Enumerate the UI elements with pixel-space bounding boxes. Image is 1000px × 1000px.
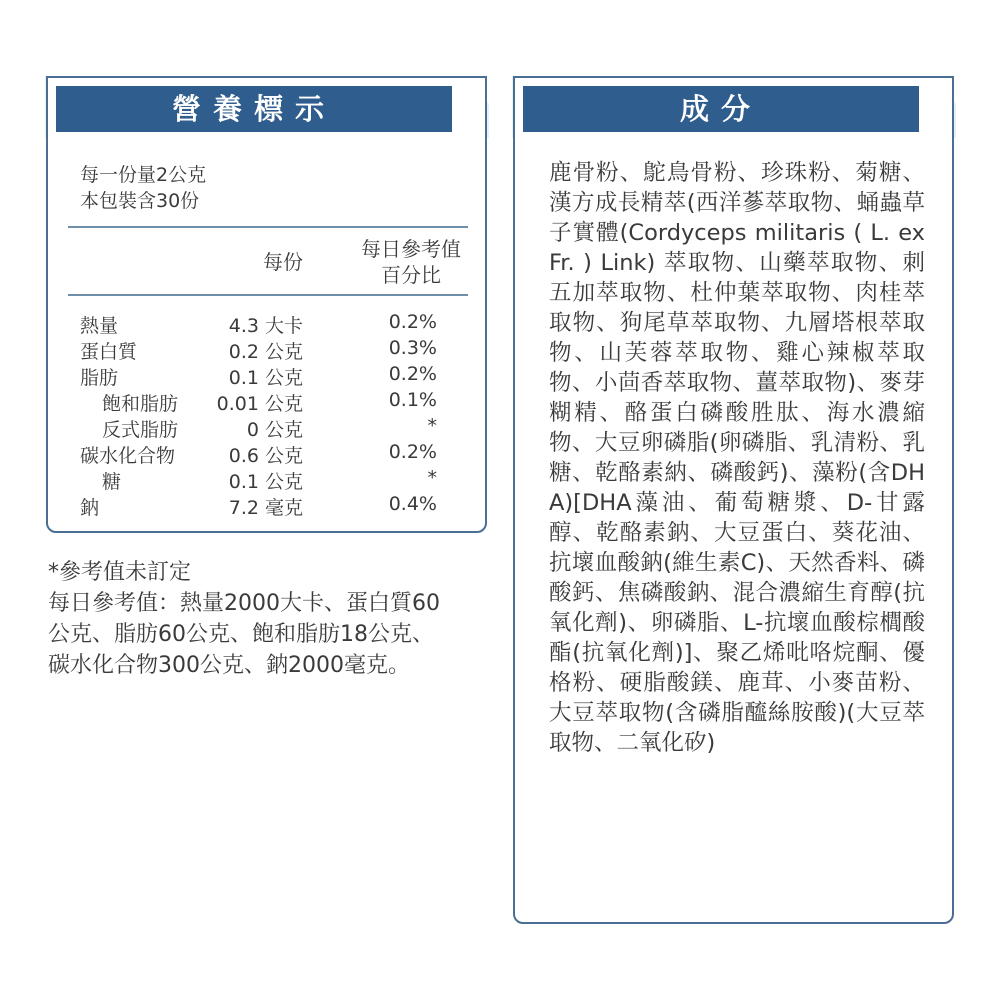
nutrient-name: 反式脂肪 <box>102 419 179 441</box>
serving-size: 每一份量2公克 <box>80 164 207 186</box>
nutrient-percent: * <box>427 415 437 437</box>
ingredients-list: 鹿骨粉、鴕鳥骨粉、珍珠粉、菊糖、漢方成長精萃(西洋蔘萃取物、蛹蟲草子實體(Cordyceps militaris ( L. ex Fr. ) Link) 萃取物、山藥萃取物、刺五加萃取物、杜仲葉萃取物、肉桂萃取物、狗尾草萃取物、九層塔根萃取物、山芙蓉萃取物、雞心辣椒萃取物、小茴香萃取物、薑萃取物)、麥芽糊精、酪蛋白磷酸胜肽、海水濃縮物、大豆卵磷脂(卵磷脂、乳清粉、乳糖、乾酪素納、磷酸鈣)、藻粉(含DHA)[DHA藻油、葡萄糖漿、D-甘露醇、乾酪素鈉、大豆蛋白、葵花油、抗壞血酸鈉(維生素C)、天然香料、磷酸鈣、焦磷酸鈉、混合濃縮生育醇(抗氧化劑)、卵磷脂、L-抗壞血酸棕櫚酸酯(抗氧化劑)]、聚乙烯吡咯烷酮、優格粉、硬脂酸鎂、鹿茸、小麥苗粉、大豆萃取物(含磷脂醯絲胺酸)(大豆萃取物、二氧化矽) <box>549 160 925 756</box>
nutrition-row <box>48 389 485 415</box>
nutrition-row <box>48 311 485 337</box>
table-header-divider <box>68 294 468 296</box>
nutrient-percent: 0.2% <box>388 363 437 385</box>
nutrient-amount: 0.1 公克 <box>228 367 303 389</box>
nutrition-row <box>48 441 485 467</box>
footnote-line: *參考值未訂定 <box>48 560 192 585</box>
servings-per-package: 本包裝含30份 <box>80 190 200 212</box>
nutrient-amount: 0 公克 <box>246 419 303 441</box>
column-header-daily-value <box>346 236 476 288</box>
nutrition-row <box>48 415 485 441</box>
footnote-line: 公克、脂肪60公克、飽和脂肪18公克、 <box>48 622 434 647</box>
nutrition-row <box>48 363 485 389</box>
nutrient-percent: * <box>427 467 437 489</box>
ingredients-panel <box>513 76 954 924</box>
nutrition-row <box>48 467 485 493</box>
footnote-line: 碳水化合物300公克、鈉2000毫克。 <box>48 653 410 678</box>
nutrient-percent: 0.2% <box>388 311 437 333</box>
ingredients-header: 成分 <box>523 86 919 132</box>
nutrient-name: 脂肪 <box>80 367 119 389</box>
column-header-daily-line2: 百分比 <box>381 263 441 287</box>
nutrient-percent: 0.4% <box>388 493 437 515</box>
nutrition-facts-panel <box>46 76 487 533</box>
nutrient-name: 蛋白質 <box>80 341 138 363</box>
nutrient-amount: 0.1 公克 <box>228 471 303 493</box>
nutrient-name: 碳水化合物 <box>80 445 176 467</box>
table-top-divider <box>68 226 468 228</box>
nutrient-amount: 0.2 公克 <box>228 341 303 363</box>
nutrient-name: 飽和脂肪 <box>102 393 179 415</box>
nutrition-row <box>48 493 485 519</box>
nutrient-percent: 0.3% <box>388 337 437 359</box>
nutrition-row <box>48 337 485 363</box>
column-header-per-serving: 每份 <box>263 250 303 274</box>
nutrition-header: 營養標示 <box>56 86 452 132</box>
nutrient-amount: 4.3 大卡 <box>228 315 303 337</box>
footnote-line: 每日參考值：熱量2000大卡、蛋白質60 <box>48 591 440 616</box>
nutrient-amount: 0.6 公克 <box>228 445 303 467</box>
nutrient-name: 糖 <box>102 471 122 493</box>
nutrient-percent: 0.1% <box>388 389 437 411</box>
footnote <box>48 557 498 681</box>
nutrient-name: 熱量 <box>80 315 119 337</box>
nutrient-percent: 0.2% <box>388 441 437 463</box>
column-header-daily-line1: 每日參考值 <box>361 237 461 261</box>
nutrient-name: 鈉 <box>80 497 100 519</box>
nutrient-amount: 0.01 公克 <box>216 393 303 415</box>
nutrient-amount: 7.2 毫克 <box>228 497 303 519</box>
